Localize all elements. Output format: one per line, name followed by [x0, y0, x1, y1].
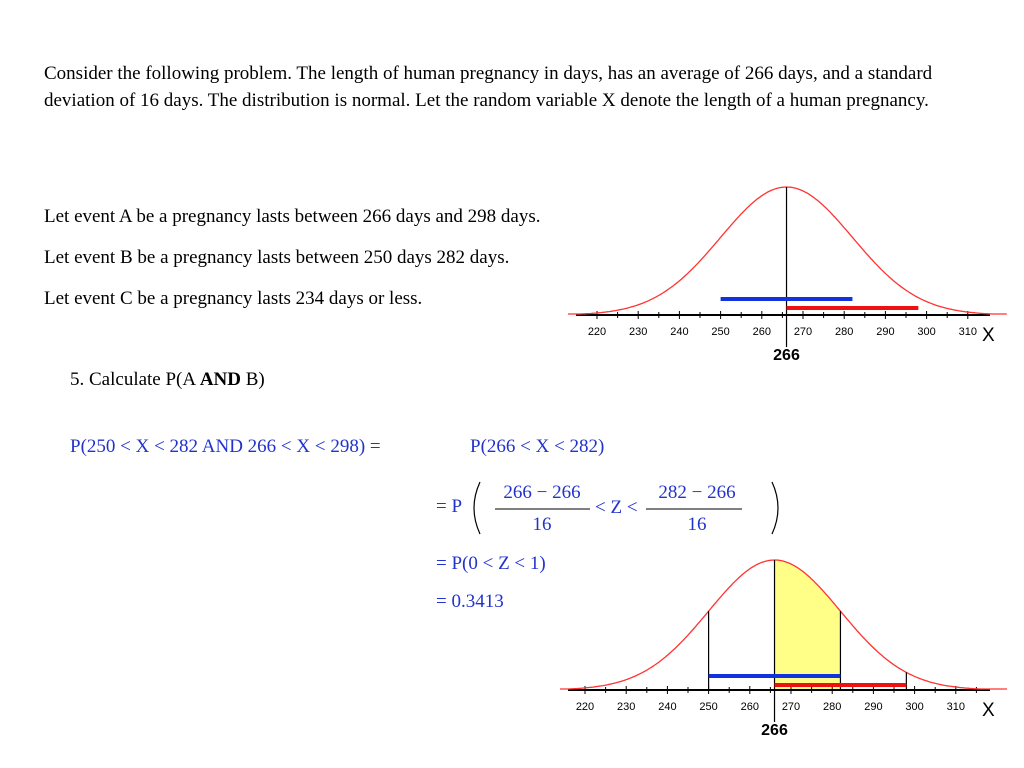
eq-prefix: = P — [436, 496, 463, 517]
tick-label: 230 — [629, 326, 648, 338]
solution-line-1-right: P(266 < X < 282) — [470, 436, 605, 457]
tick-label: 310 — [946, 701, 965, 713]
mean-label: 266 — [773, 347, 800, 364]
tick-label: 230 — [617, 701, 636, 713]
question-title — [70, 368, 265, 392]
solution-answer: = 0.3413 — [436, 591, 504, 612]
tick-label: 300 — [905, 701, 924, 713]
question-suffix: B) — [240, 369, 265, 390]
axis-label-x: X — [982, 700, 995, 721]
tick-label: 270 — [793, 326, 813, 338]
tick-label: 290 — [864, 701, 883, 713]
tick-label: 240 — [658, 701, 677, 713]
tick-label: 290 — [876, 326, 895, 338]
tick-label: 260 — [740, 701, 759, 713]
normal-density-curve — [568, 187, 1007, 314]
fraction-2-denominator: 16 — [687, 514, 707, 535]
normal-curve-graph-events — [568, 180, 1008, 370]
solution-line-1-left: P(250 < X < 282 AND 266 < X < 298) = — [70, 436, 381, 457]
fraction-1-numerator: 266 − 266 — [503, 482, 581, 503]
tick-label: 300 — [917, 326, 936, 338]
tick-label: 260 — [752, 326, 771, 338]
tick-label: 280 — [835, 326, 854, 338]
normal-curve-graph-shaded — [560, 552, 1008, 744]
mean-label: 266 — [761, 722, 788, 739]
fraction-2-numerator: 282 − 266 — [658, 482, 736, 503]
tick-label: 250 — [699, 701, 718, 713]
tick-label: 240 — [670, 326, 689, 338]
question-prefix: 5. Calculate P(A — [70, 369, 200, 390]
event-a-definition: Let event A be a pregnancy lasts between 266 days and 298 days. — [44, 206, 541, 227]
tick-label: 280 — [823, 701, 842, 713]
axis-label-x: X — [982, 325, 995, 346]
event-c-definition: Let event C be a pregnancy lasts 234 days or less. — [44, 288, 423, 309]
tick-label: 220 — [575, 701, 595, 713]
shaded-probability-area — [775, 560, 841, 690]
tick-label: 310 — [958, 326, 977, 338]
tick-label: 250 — [711, 326, 730, 338]
eq-middle: < Z < — [595, 497, 638, 518]
tick-label: 220 — [587, 326, 607, 338]
problem-statement: Consider the following problem. The length of human pregnancy in days, has an average of 266 days, and a standard deviation of 16 days. The distribution is normal. Let the random variable X denote the length of a human pregnancy. — [44, 63, 933, 111]
event-b-definition: Let event B be a pregnancy lasts between 250 days 282 days. — [44, 247, 510, 268]
tick-label: 270 — [781, 701, 801, 713]
fraction-1-denominator: 16 — [532, 514, 552, 535]
question-bold: AND — [199, 369, 241, 390]
solution-line-3: = P(0 < Z < 1) — [436, 553, 546, 574]
